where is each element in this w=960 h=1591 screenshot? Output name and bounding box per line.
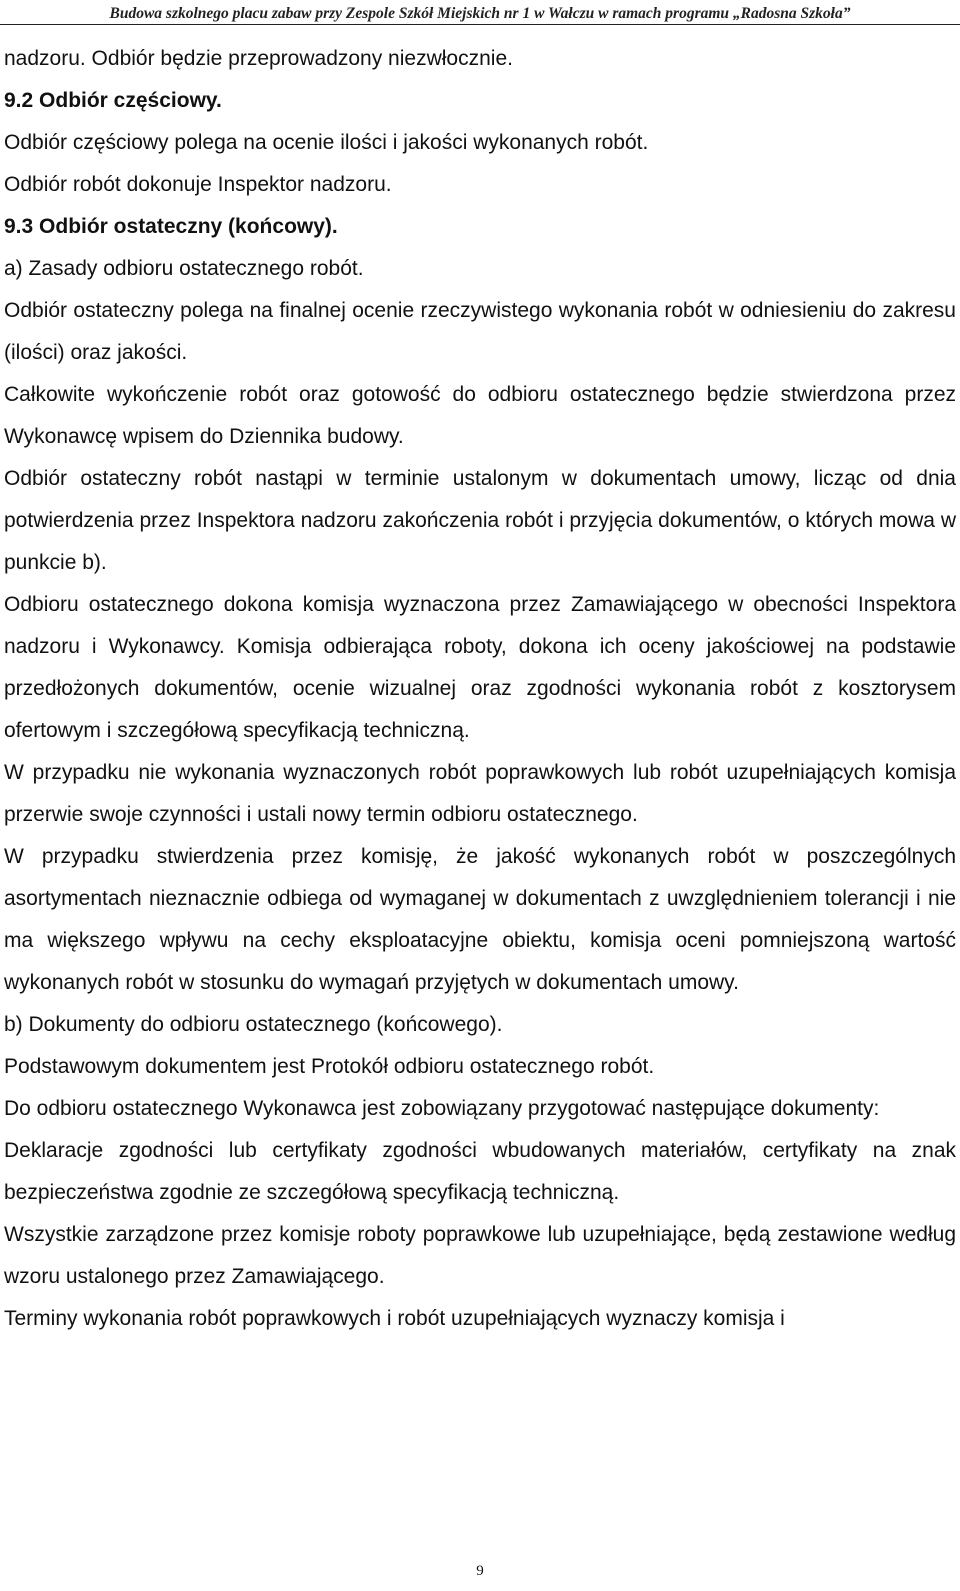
paragraph-stwierdzenia: W przypadku stwierdzenia przez komisję, że jakość wykonanych robót w poszczególnych asortymentach nieznacznie odbiega od wymaganej w dokumentach z uwzględnieniem tolerancji i nie ma większego wpływu na cechy eksploatacyjne obiektu, komisja oceni pomniejszoną wartość wykonanych robót w stosunku do wymagań przyjętych w dokumentach umowy. — [4, 845, 956, 994]
paragraph-calkowite: Całkowite wykończenie robót oraz gotowość do odbioru ostatecznego będzie stwierdzona przez Wykonawcę wpisem do Dziennika budowy. — [4, 383, 956, 448]
page-number: 9 — [476, 1563, 484, 1579]
paragraph-deklaracje: Deklaracje zgodności lub certyfikaty zgodności wbudowanych materiałów, certyfikaty na znak bezpieczeństwa zgodnie ze szczegółową specyfikacją techniczną. — [4, 1139, 956, 1204]
paragraph-nadzoru: nadzoru. Odbiór będzie przeprowadzony niezwłocznie. — [4, 47, 513, 70]
paragraph-protokol: Podstawowym dokumentem jest Protokół odbioru ostatecznego robót. — [4, 1055, 655, 1078]
header-rule — [0, 24, 960, 25]
paragraph-terminy: Terminy wykonania robót poprawkowych i robót uzupełniających wyznaczy komisja i — [4, 1307, 785, 1330]
paragraph-dokumenty: Do odbioru ostatecznego Wykonawca jest zobowiązany przygotować następujące dokumenty: — [4, 1097, 880, 1120]
paragraph-odbior-czesciowy: Odbiór częściowy polega na ocenie ilości i jakości wykonanych robót. — [4, 131, 649, 154]
paragraph-zarzadzone: Wszystkie zarządzone przez komisje roboty poprawkowe lub uzupełniające, będą zestawione według wzoru ustalonego przez Zamawiającego. — [4, 1223, 956, 1288]
subheading-b: b) Dokumenty do odbioru ostatecznego (końcowego). — [4, 1013, 503, 1036]
paragraph-termin: Odbiór ostateczny robót nastąpi w terminie ustalonym w dokumentach umowy, licząc od dnia potwierdzenia przez Inspektora nadzoru zakończenia robót i przyjęcia dokumentów, o których mowa w punkcie b). — [4, 467, 956, 574]
running-header: Budowa szkolnego placu zabaw przy Zespole Szkół Miejskich nr 1 w Wałczu w ramach programu „Radosna Szkoła” — [109, 5, 851, 22]
subheading-a: a) Zasady odbioru ostatecznego robót. — [4, 257, 364, 280]
paragraph-komisja: Odbioru ostatecznego dokona komisja wyznaczona przez Zamawiającego w obecności Inspektora nadzoru i Wykonawcy. Komisja odbierająca roboty, dokona ich oceny jakościowej na podstawie przedłożonych dokumentów, ocenie wizualnej oraz zgodności wykonania robót z kosztorysem ofertowym i szczegółową specyfikacją techniczną. — [4, 593, 956, 742]
section-heading-9-2: 9.2 Odbiór częściowy. — [4, 89, 222, 112]
paragraph-inspektor: Odbiór robót dokonuje Inspektor nadzoru. — [4, 173, 392, 196]
paragraph-odbior-ostateczny: Odbiór ostateczny polega na finalnej ocenie rzeczywistego wykonania robót w odniesieniu do zakresu (ilości) oraz jakości. — [4, 299, 956, 364]
section-heading-9-3: 9.3 Odbiór ostateczny (końcowy). — [4, 215, 338, 238]
document-body — [4, 38, 956, 1340]
paragraph-poprawkowe: W przypadku nie wykonania wyznaczonych robót poprawkowych lub robót uzupełniających komisja przerwie swoje czynności i ustali nowy termin odbioru ostatecznego. — [4, 761, 956, 826]
